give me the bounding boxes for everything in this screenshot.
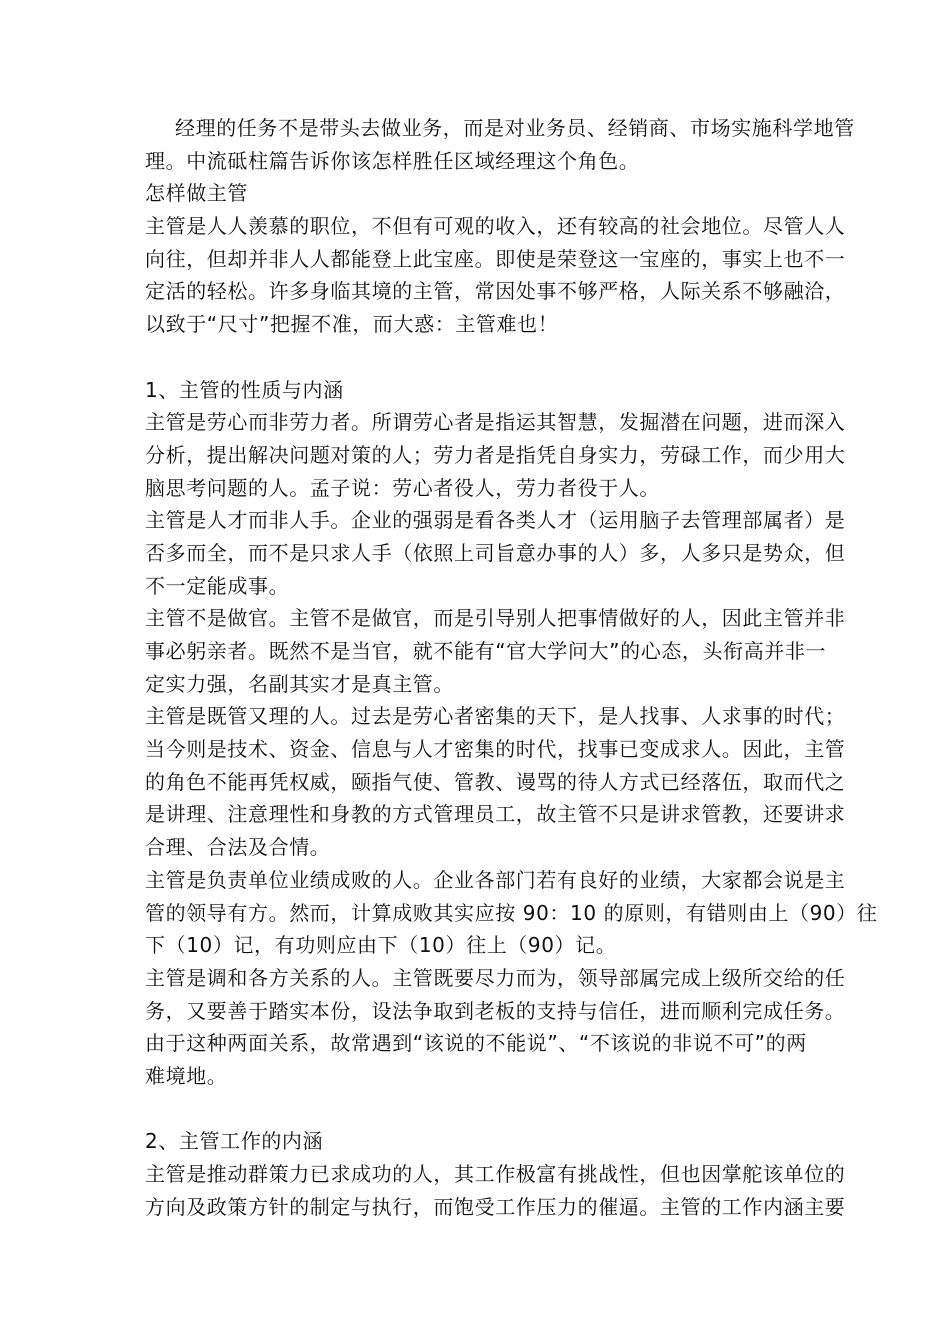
section2-line: 主管是推动群策力已求成功的人，其工作极富有挑战性，但也因掌舵该单位的	[145, 1162, 846, 1186]
section1-line: 否多而全，而不是只求人手（依照上司旨意办事的人）多，人多只是势众，但	[145, 540, 846, 565]
section1-line: 主管是负责单位业绩成败的人。企业各部门若有良好的业绩，大家都会说是主	[145, 867, 846, 892]
opening-line: 主管是人人羡慕的职位，不但有可观的收入，还有较高的社会地位。尽管人人	[145, 214, 846, 239]
paragraph-spacer	[145, 341, 809, 374]
section1-line: 主管是调和各方关系的人。主管既要尽力而为，领导部属完成上级所交给的任	[145, 965, 846, 990]
section1-line: 管的领导有方。然而，计算成败其实应按 90：10 的原则，有错则由上（90）往	[145, 900, 878, 925]
paragraph-spacer	[145, 1093, 809, 1126]
section1-line: 是讲理、注意理性和身教的方式管理员工，故主管不只是讲求管教，还要讲求	[145, 802, 846, 827]
section1-line: 主管是既管又理的人。过去是劳心者密集的天下，是人找事、人求事的时代；	[145, 704, 846, 729]
section1-line: 合理、合法及合情。	[145, 835, 331, 860]
section1-line: 难境地。	[145, 1063, 228, 1088]
opening-line: 向往，但却并非人人都能登上此宝座。即使是荣登这一宝座的，事实上也不一	[145, 246, 846, 271]
section1-line: 的角色不能再凭权威，颐指气使、管教、谩骂的待人方式已经落伍，取而代之	[145, 769, 846, 794]
opening-line: 定活的轻松。许多身临其境的主管，常因处事不够严格，人际关系不够融洽，	[145, 279, 846, 304]
section1-line: 下（10）记，有功则应由下（10）往上（90）记。	[145, 933, 617, 958]
intro-line: 经理的任务不是带头去做业务，而是对业务员、经销商、市场实施科学地管	[175, 116, 855, 140]
section1-line: 主管是人才而非人手。企业的强弱是看各类人才（运用脑子去管理部属者）是	[145, 508, 846, 533]
section1-line: 事必躬亲者。既然不是当官，就不能有“官大学问大”的心态，头衔高并非一	[145, 639, 827, 663]
document-heading: 怎样做主管	[145, 181, 248, 206]
section1-line: 主管是劳心而非劳力者。所谓劳心者是指运其智慧，发掘潜在问题，进而深入	[145, 410, 846, 435]
document-body	[145, 112, 878, 1223]
section1-line: 分析，提出解决问题对策的人；劳力者是指凭自身实力，劳碌工作，而少用大	[145, 442, 846, 467]
intro-line: 理。中流砥柱篇告诉你该怎样胜任区域经理这个角色。	[145, 148, 640, 173]
section1-line: 由于这种两面关系，故常遇到“该说的不能说”、“不该说的非说不可”的两	[145, 1031, 807, 1056]
section1-line: 脑思考问题的人。孟子说：劳心者役人，劳力者役于人。	[145, 475, 660, 500]
section1-line: 定实力强，名副其实才是真主管。	[145, 671, 454, 696]
section2-title: 2、主管工作的内涵	[145, 1129, 324, 1154]
section1-line: 务，又要善于踏实本份，设法争取到老板的支持与信任，进而顺利完成任务。	[145, 998, 846, 1023]
section1-title: 1、主管的性质与内涵	[145, 377, 344, 402]
section1-line: 不一定能成事。	[145, 573, 290, 598]
section2-line: 方向及政策方针的制定与执行，而饱受工作压力的催逼。主管的工作内涵主要	[145, 1194, 846, 1219]
opening-line: 以致于“尺寸”把握不准，而大惑：主管难也！	[145, 312, 559, 337]
section1-line: 主管不是做官。主管不是做官，而是引导别人把事情做好的人，因此主管并非	[145, 606, 846, 631]
section1-line: 当今则是技术、资金、信息与人才密集的时代，找事已变成求人。因此，主管	[145, 737, 846, 762]
